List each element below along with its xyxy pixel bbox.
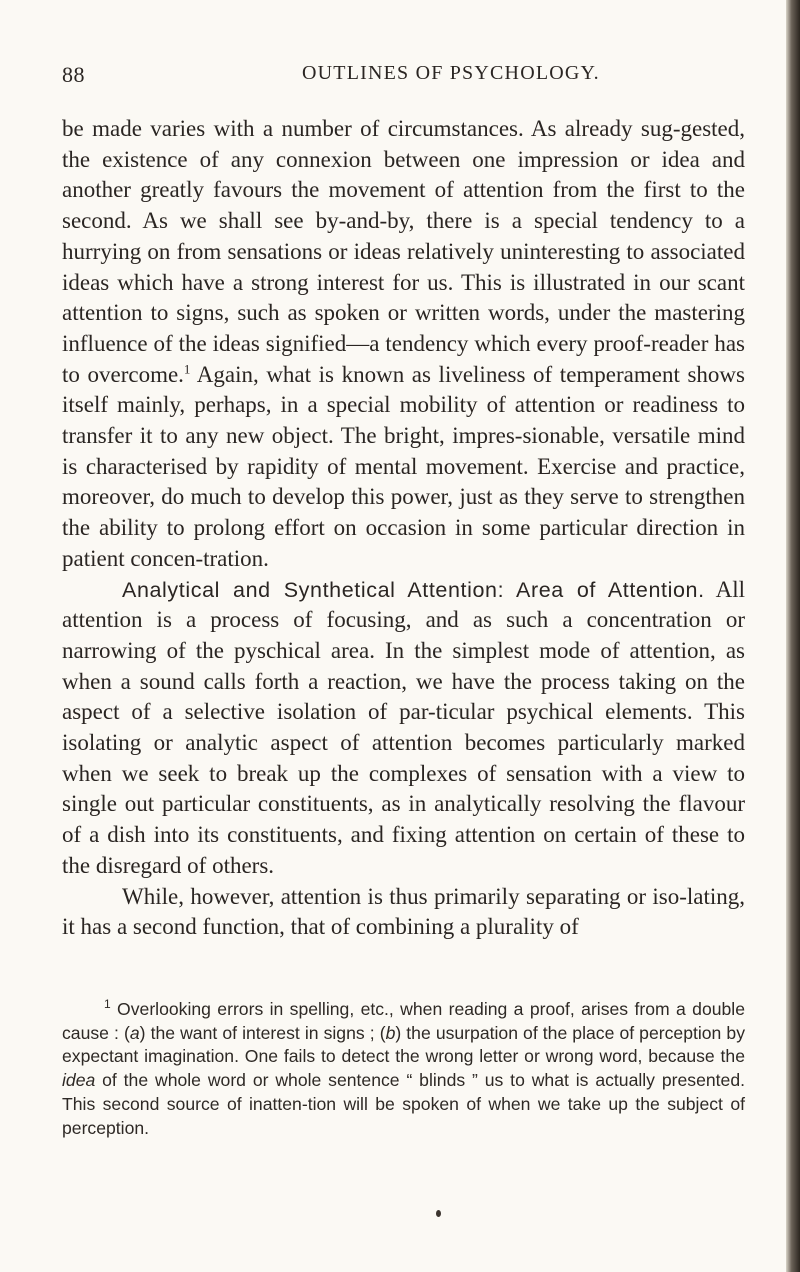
paragraph-1-text-a: be made varies with a number of circumstances. As already sug-gested, the existence of any connexion between one impression or idea and another greatly favours the movement of attention from the first to the second. As we shall see by-and-by, there is a special tendency to a hurrying on from sensations or ideas relatively uninteresting to associated ideas which have a strong interest for us. This is illustrated in our scant attention to signs, such as spoken or written words, under the mastering influence of the ideas signified—a tendency which every proof-reader has to overcome. [62, 116, 745, 387]
footnote-reference: 1 [183, 360, 191, 376]
footnote-text-3: ) the usurpation of the place of perception by expectant imagination. One fails to detect the wrong letter or wrong word, because the [62, 1022, 745, 1067]
page-number: 88 [62, 62, 85, 87]
signature-dot [436, 1210, 441, 1217]
footnote-mark: 1 [104, 997, 111, 1012]
paragraph-1 [62, 114, 745, 575]
page-header [62, 62, 752, 92]
footnote-item-a: a [129, 1022, 140, 1043]
footnote-idea-italic: idea [62, 1070, 96, 1091]
body-text [62, 114, 745, 943]
page-edge-shadow [786, 0, 800, 1272]
footnote-section [62, 998, 745, 1140]
paragraph-2 [62, 575, 745, 882]
section-heading: Analytical and Synthetical Attention: Area of Attention. [122, 577, 705, 602]
paragraph-2-text: All attention is a process of focusing, and as such a concentration or narrowing of the pyschical area. In the simplest mode of attention, as when a sound calls forth a reaction, we have the process taking on the aspect of a selective isolation of par-ticular psychical elements. This isolating or analytic aspect of attention becomes particularly marked when we seek to break up the complexes of sensation with a view to single out particular constituents, as in analytically resolving the flavour of a dish into its constituents, and fixing attention on certain of these to the disregard of others. [62, 576, 745, 878]
paragraph-1-text-b: Again, what is known as liveliness of temperament shows itself mainly, perhaps, in a special mobility of attention or readiness to transfer it to any new object. The bright, impres-sionable, versatile mind is characterised by rapidity of mental movement. Exercise and practice, moreover, do much to develop this power, just as they serve to strengthen the ability to prolong effort on occasion in some particular direction in patient concen-tration. [62, 361, 745, 571]
running-head: OUTLINES OF PSYCHOLOGY. [302, 62, 600, 84]
footnote-item-b: b [385, 1022, 396, 1043]
paragraph-3: While, however, attention is thus primarily separating or iso-lating, it has a second function, that of combining a plurality of [62, 883, 745, 940]
footnote-text-2: ) the want of interest in signs ; ( [139, 1022, 386, 1043]
footnote-1 [62, 998, 745, 1140]
footnote-text-4: of the whole word or whole sentence “ blinds ” us to what is actually presented. This second source of inatten-tion will be spoken of when we take up the subject of perception. [62, 1070, 745, 1138]
footnote-text-1: Overlooking errors in spelling, etc., when reading a proof, arises from a double cause : ( [62, 999, 745, 1043]
